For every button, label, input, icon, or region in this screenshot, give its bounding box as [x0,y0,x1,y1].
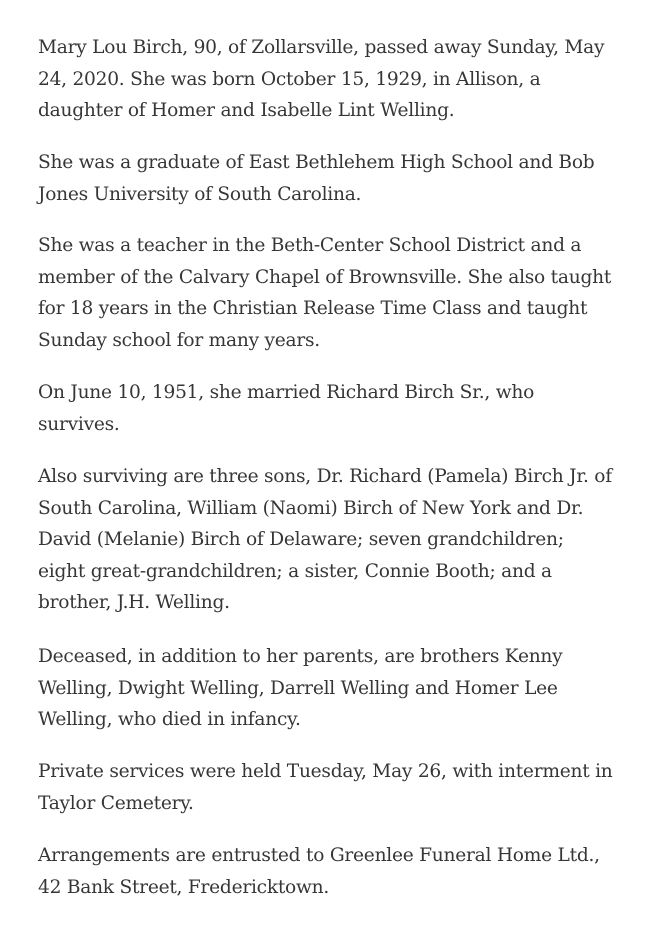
paragraph-deceased [38,641,623,736]
paragraph-line: brother, J.H. Welling. [38,592,230,613]
paragraph-line: She was a teacher in the Beth-Center School District and a [38,235,582,256]
paragraph-line: for 18 years in the Christian Release Time Class and taught [38,298,588,319]
paragraph-line: On June 10, 1951, she married Richard Birch Sr., who [38,382,535,403]
paragraph-line: Private services were held Tuesday, May 26, with interment in [38,761,613,782]
paragraph-line: daughter of Homer and Isabelle Lint Welling. [38,100,455,121]
paragraph-line: Jones University of South Carolina. [38,183,362,205]
paragraph-line: eight great-grandchildren; a sister, Connie Booth; and a [38,560,552,582]
paragraph-line: South Carolina, William (Naomi) Birch of New York and Dr. [38,497,584,519]
paragraph-education [38,147,623,210]
paragraph-line: Welling, Dwight Welling, Darrell Welling and Homer Lee [38,677,558,699]
paragraph-line: David (Melanie) Birch of Delaware; seven grandchildren; [38,529,564,550]
paragraph-line: 24, 2020. She was born October 15, 1929, in Allison, a [38,68,541,90]
paragraph-line: Taylor Cemetery. [38,792,194,814]
paragraph-line: Also surviving are three sons, Dr. Richard (Pamela) Birch Jr. of [38,466,612,487]
paragraph-line: She was a graduate of East Bethlehem High School and Bob [38,152,595,173]
paragraph-marriage [38,377,623,440]
paragraph-services [38,756,623,819]
paragraph-survivors [38,461,623,619]
paragraph-line: Arrangements are entrusted to Greenlee Funeral Home Ltd., [38,845,600,866]
paragraph-line: Welling, who died in infancy. [38,709,301,730]
paragraph-line: member of the Calvary Chapel of Brownsville. She also taught [38,266,612,288]
paragraph-line: Sunday school for many years. [38,329,320,351]
paragraph-intro [38,32,623,127]
paragraph-line: survives. [38,413,120,435]
paragraph-line: Deceased, in addition to her parents, are brothers Kenny [38,646,563,667]
paragraph-line: Mary Lou Birch, 90, of Zollarsville, passed away Sunday, May [38,37,605,58]
paragraph-line: 42 Bank Street, Fredericktown. [38,876,330,898]
paragraph-career [38,230,623,356]
paragraph-arrangements [38,840,623,903]
